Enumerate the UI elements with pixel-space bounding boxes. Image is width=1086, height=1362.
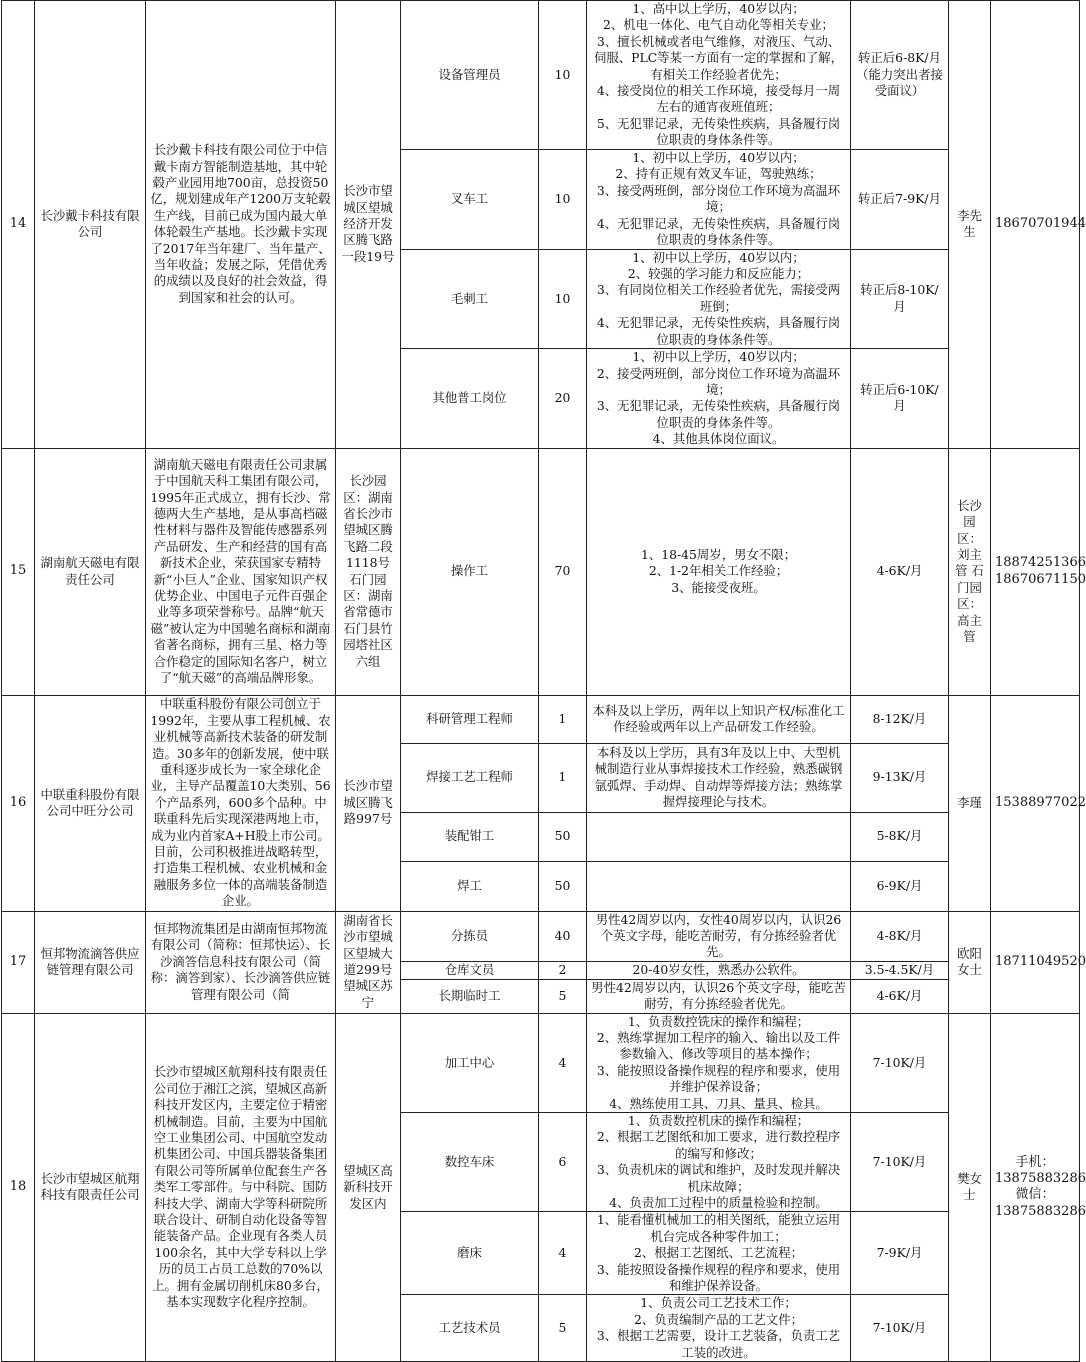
- job-title: 操作工: [401, 448, 539, 695]
- company-number: 14: [2, 1, 35, 449]
- job-salary: 8-12K/月: [851, 695, 949, 743]
- requirement-line: 1、能看懂机械加工的相关图纸，能独立运用机台完成各种零件加工；: [596, 1212, 841, 1244]
- job-title: 装配钳工: [401, 812, 539, 861]
- company-intro: 中联重科股份有限公司创立于1992年，主要从事工程机械、农业机械等高新技术装备的研发制造。30多年的创新发展，使中联重科逐步成长为一家全球化企业，主导产品覆盖10大类别、56个产品系列，600多个品种。中联重科先后实现深港两地上市，成为业内首家A+H股上市公司。目前，公司积极推进战略转型，打造集工程机械、农业机械和金融服务多位一体的高端装备制造企业。: [146, 695, 336, 911]
- contact-phone: 18670701944: [991, 1, 1080, 449]
- job-count: 2: [539, 961, 587, 979]
- job-requirements: [587, 979, 851, 1013]
- job-count: 10: [539, 149, 587, 249]
- requirement-line: 3、能接受夜班。: [671, 579, 766, 595]
- table-row: [2, 448, 1080, 695]
- requirement-line: 1、初中以上学历，40岁以内；: [632, 349, 805, 365]
- job-count: 4: [539, 1212, 587, 1295]
- job-title: 仓库文员: [401, 961, 539, 979]
- job-requirements: [587, 911, 851, 961]
- requirement-line: 3、接受两班倒，部分岗位工作环境为高温环境；: [596, 182, 841, 215]
- requirement-line: 4、负责加工过程中的质量检验和控制。: [609, 1195, 828, 1211]
- requirement-line: 3、有同岗位相关工作经验者优先，需接受两班倒；: [596, 282, 841, 314]
- contact-phone: 手机：13875883286 微信：13875883286: [991, 1013, 1080, 1362]
- requirement-line: 2、负责编制产品的工艺文件；: [634, 1311, 803, 1327]
- requirement-line: 本科及以上学历，两年以上知识产权/标准化工作经验或两年以上产品研发工作经验。: [592, 702, 845, 735]
- job-count: 6: [539, 1113, 587, 1212]
- job-requirements: [587, 448, 851, 695]
- company-address: 望城区高新科技开发区内: [336, 1013, 401, 1362]
- job-count: 1: [539, 743, 587, 812]
- job-requirements: [587, 961, 851, 979]
- job-requirements: [587, 1, 851, 150]
- company-intro: 恒邦物流集团是由湖南恒邦物流有限公司（简称：恒邦快运）、长沙滴答信息科技有限公司（简称：滴答到家）、长沙滴答供应链管理有限公司（简: [146, 911, 336, 1013]
- requirement-line: 本科及以上学历，具有3年及以上中、大型机械制造行业从事焊接技术工作经验，熟悉碳钢氩弧焊、手动焊、自动焊等焊接方法；熟练掌握焊接理论与技术。: [594, 744, 843, 809]
- requirement-line: 3、根据工艺需要，设计工艺装备，负责工艺工装的改进。: [596, 1328, 841, 1360]
- company-intro: 长沙市望城区航翔科技有限责任公司位于湘江之滨，望城区高新科技开发区内，主要定位于精密机械制造。目前，主要为中国航空工业集团公司、中国航空发动机集团公司、中国兵器装备集团有限公司等所属单位配套生产各类军工零部件。与中科院、国防科技大学、湖南大学等科研院所联合设计、研制自动化设备等智能装备产品。企业现有各类人员100余名，其中大学专科以上学历的员工占员工总数的70%以上。拥有金属切削机床80多台，基本实现数字化程序控制。: [146, 1013, 336, 1362]
- company-intro: 长沙戴卡科技有限公司位于中信戴卡南方智能制造基地，其中轮毂产业园用地700亩，总投资50亿，规划建成年产1200万支轮毂生产线，目前已成为国内最大单体轮毂生产基地。长沙戴卡实现了2017年当年建厂、当年量产、当年收益；发展之际，凭借优秀的成绩以及良好的社会效益，得到国家和社会的认可。: [146, 1, 336, 449]
- job-requirements: [587, 743, 851, 812]
- requirement-line: 5、无犯罪记录，无传染性疾病，具备履行岗位职责的身体条件等。: [596, 115, 841, 148]
- company-name: 长沙市望城区航翔科技有限责任公司: [35, 1013, 146, 1362]
- job-requirements: [587, 149, 851, 249]
- job-table: [1, 0, 1086, 1362]
- requirement-line: 2、持有正规有效叉车证，驾驶熟练；: [615, 166, 822, 182]
- requirement-line: 1、18-45周岁，男女不限；: [640, 546, 797, 562]
- requirement-line: 3、擅长机械或者电气维修，对液压、气动、伺服、PLC等某一方面有一定的掌握和了解，有相关工作经验者优先；: [593, 33, 844, 82]
- company-address: 长沙市望城区望城经济开发区腾飞路一段19号: [336, 1, 401, 449]
- table-row: [2, 1, 1080, 150]
- requirement-line: 男性42周岁以内，女性40周岁以内，认识26个英文字母，能吃苦耐劳，有分拣经验者优先。: [595, 911, 842, 960]
- requirement-line: 2、较强的学习能力和反应能力；: [627, 266, 810, 282]
- job-salary: 7-9K/月: [851, 1212, 949, 1295]
- company-name: 恒邦物流滴答供应链管理有限公司: [35, 911, 146, 1013]
- contact-phone: 15388977022: [991, 695, 1080, 911]
- company-number: 16: [2, 695, 35, 911]
- contact-person: 李瑾: [949, 695, 991, 911]
- requirement-line: 20-40岁女性，熟悉办公软件。: [632, 962, 805, 978]
- requirement-line: 4、熟练使用工具、刀具、量具、检具。: [609, 1095, 828, 1111]
- job-count: 20: [539, 349, 587, 448]
- job-count: 5: [539, 1295, 587, 1362]
- requirement-line: 男性42周岁以内，认识26个英文字母，能吃苦耐劳，有分拣经验者优先。: [591, 979, 846, 1012]
- company-address: 湖南省长沙市望城区望城大道299号望城区苏宁: [336, 911, 401, 1013]
- requirement-line: 2、根据工艺图纸和加工要求，进行数控程序的编写和修改；: [596, 1129, 841, 1161]
- table-row: [2, 1013, 1080, 1112]
- table-row: [2, 695, 1080, 743]
- job-title: 分拣员: [401, 911, 539, 961]
- requirement-line: 3、能按照设备操作规程的程序和要求，使用并维护保养设备；: [596, 1062, 841, 1095]
- job-salary: 4-6K/月: [851, 979, 949, 1013]
- job-title: 数控车床: [401, 1113, 539, 1212]
- job-requirements: [587, 1013, 851, 1112]
- company-address: 长沙市望城区腾飞路997号: [336, 695, 401, 911]
- requirement-line: 2、熟练掌握加工程序的输入、输出以及工件参数输入、修改等项目的基本操作；: [596, 1029, 841, 1062]
- job-salary: 转正后8-10K/月: [851, 249, 949, 348]
- job-title: 焊工: [401, 861, 539, 911]
- job-title: 工艺技术员: [401, 1295, 539, 1362]
- contact-person: 欧阳女士: [949, 911, 991, 1013]
- company-name: 长沙戴卡科技有限公司: [35, 1, 146, 449]
- contact-phone: 18711049520: [991, 911, 1080, 1013]
- requirement-line: 3、能按照设备操作规程的程序和要求，使用和维护保养设备。: [596, 1261, 841, 1294]
- company-address: 长沙园区：湖南省长沙市望城区腾飞路二段1118号石门园区：湖南省常德市石门县竹园塔社区六组: [336, 448, 401, 695]
- contact-person: 李先生: [949, 1, 991, 449]
- job-title: 科研管理工程师: [401, 695, 539, 743]
- job-requirements: [587, 1295, 851, 1362]
- job-title: 磨床: [401, 1212, 539, 1295]
- requirement-line: 1、负责数控机床的操作和编程；: [627, 1113, 810, 1128]
- job-salary: 7-10K/月: [851, 1013, 949, 1112]
- requirement-line: 1、初中以上学历，40岁以内；: [632, 249, 805, 265]
- job-requirements: [587, 1113, 851, 1212]
- job-count: 1: [539, 695, 587, 743]
- job-count: 50: [539, 861, 587, 911]
- job-count: 10: [539, 249, 587, 348]
- job-count: 5: [539, 979, 587, 1013]
- requirement-line: 3、负责机床的调试和维护，及时发现并解决机床故障；: [596, 1162, 841, 1194]
- table-row: [2, 911, 1080, 961]
- company-name: 中联重科股份有限公司中旺分公司: [35, 695, 146, 911]
- job-title: 设备管理员: [401, 1, 539, 150]
- job-salary: 6-9K/月: [851, 861, 949, 911]
- job-salary: 4-8K/月: [851, 911, 949, 961]
- contact-person: 樊女士: [949, 1013, 991, 1362]
- job-salary: 4-6K/月: [851, 448, 949, 695]
- job-requirements: [587, 349, 851, 448]
- job-requirements: [587, 695, 851, 743]
- job-title: 焊接工艺工程师: [401, 743, 539, 812]
- requirement-line: 1、高中以上学历，40岁以内；: [632, 1, 805, 16]
- job-count: 70: [539, 448, 587, 695]
- job-title: 加工中心: [401, 1013, 539, 1112]
- company-number: 18: [2, 1013, 35, 1362]
- job-title: 毛刺工: [401, 249, 539, 348]
- job-title: 长期临时工: [401, 979, 539, 1013]
- job-count: 10: [539, 1, 587, 150]
- job-salary: 3.5-4.5K/月: [851, 961, 949, 979]
- contact-person: 长沙园区：刘主管 石门园区：高主管: [949, 448, 991, 695]
- job-salary: 9-13K/月: [851, 743, 949, 812]
- requirement-line: 2、机电一体化、电气自动化等相关专业；: [603, 17, 834, 33]
- job-requirements: [587, 812, 851, 861]
- requirement-line: 4、其他具体岗位面议。: [652, 431, 785, 447]
- job-salary: 7-10K/月: [851, 1295, 949, 1362]
- requirement-line: 3、无犯罪记录，无传染性疾病，具备履行岗位职责的身体条件等。: [596, 398, 841, 430]
- company-intro: 湖南航天磁电有限责任公司隶属于中国航天科工集团有限公司，1995年正式成立，拥有长沙、常德两大生产基地，是从事高档磁性材料与器件及智能传感器系列产品研发、生产和经营的国有高新技术企业，荣获国家专精特新“小巨人”企业、国家知识产权优势企业、中国电子元件百强企业等多项荣誉称号。品牌“航天磁”被认定为中国驰名商标和湖南省著名商标，拥有三星、格力等合作稳定的国际知名客户，树立了“航天磁”的高端品牌形象。: [146, 448, 336, 695]
- job-requirements: [587, 861, 851, 911]
- job-salary: 5-8K/月: [851, 812, 949, 861]
- company-number: 17: [2, 911, 35, 1013]
- requirement-line: 4、接受岗位的相关工作环境，接受每月一周左右的通宵夜班值班；: [596, 83, 841, 115]
- job-title: 叉车工: [401, 149, 539, 249]
- job-count: 50: [539, 812, 587, 861]
- requirement-line: 1、负责公司工艺技术工作；: [640, 1295, 797, 1311]
- job-salary: 转正后6-10K/月: [851, 349, 949, 448]
- company-name: 湖南航天磁电有限责任公司: [35, 448, 146, 695]
- job-count: 4: [539, 1013, 587, 1112]
- requirement-line: 1、初中以上学历，40岁以内；: [632, 149, 805, 165]
- requirement-line: 4、无犯罪记录，无传染性疾病，具备履行岗位职责的身体条件等。: [596, 315, 841, 347]
- company-number: 15: [2, 448, 35, 695]
- job-salary: 转正后6-8K/月（能力突出者接受面议）: [851, 1, 949, 150]
- requirement-line: 4、无犯罪记录，无传染性疾病，具备履行岗位职责的身体条件等。: [596, 215, 841, 247]
- job-count: 40: [539, 911, 587, 961]
- requirement-line: 2、1-2年相关工作经验；: [648, 563, 789, 579]
- job-requirements: [587, 1212, 851, 1295]
- job-salary: 转正后7-9K/月: [851, 149, 949, 249]
- job-title: 其他普工岗位: [401, 349, 539, 448]
- job-salary: 7-10K/月: [851, 1113, 949, 1212]
- requirement-line: 1、负责数控铣床的操作和编程；: [627, 1013, 810, 1029]
- requirement-line: 2、根据工艺图纸、工艺流程；: [634, 1245, 803, 1261]
- contact-phone: 18874251366 18670671150: [991, 448, 1080, 695]
- requirement-line: 2、接受两班倒，部分岗位工作环境为高温环境；: [596, 365, 841, 397]
- job-requirements: [587, 249, 851, 348]
